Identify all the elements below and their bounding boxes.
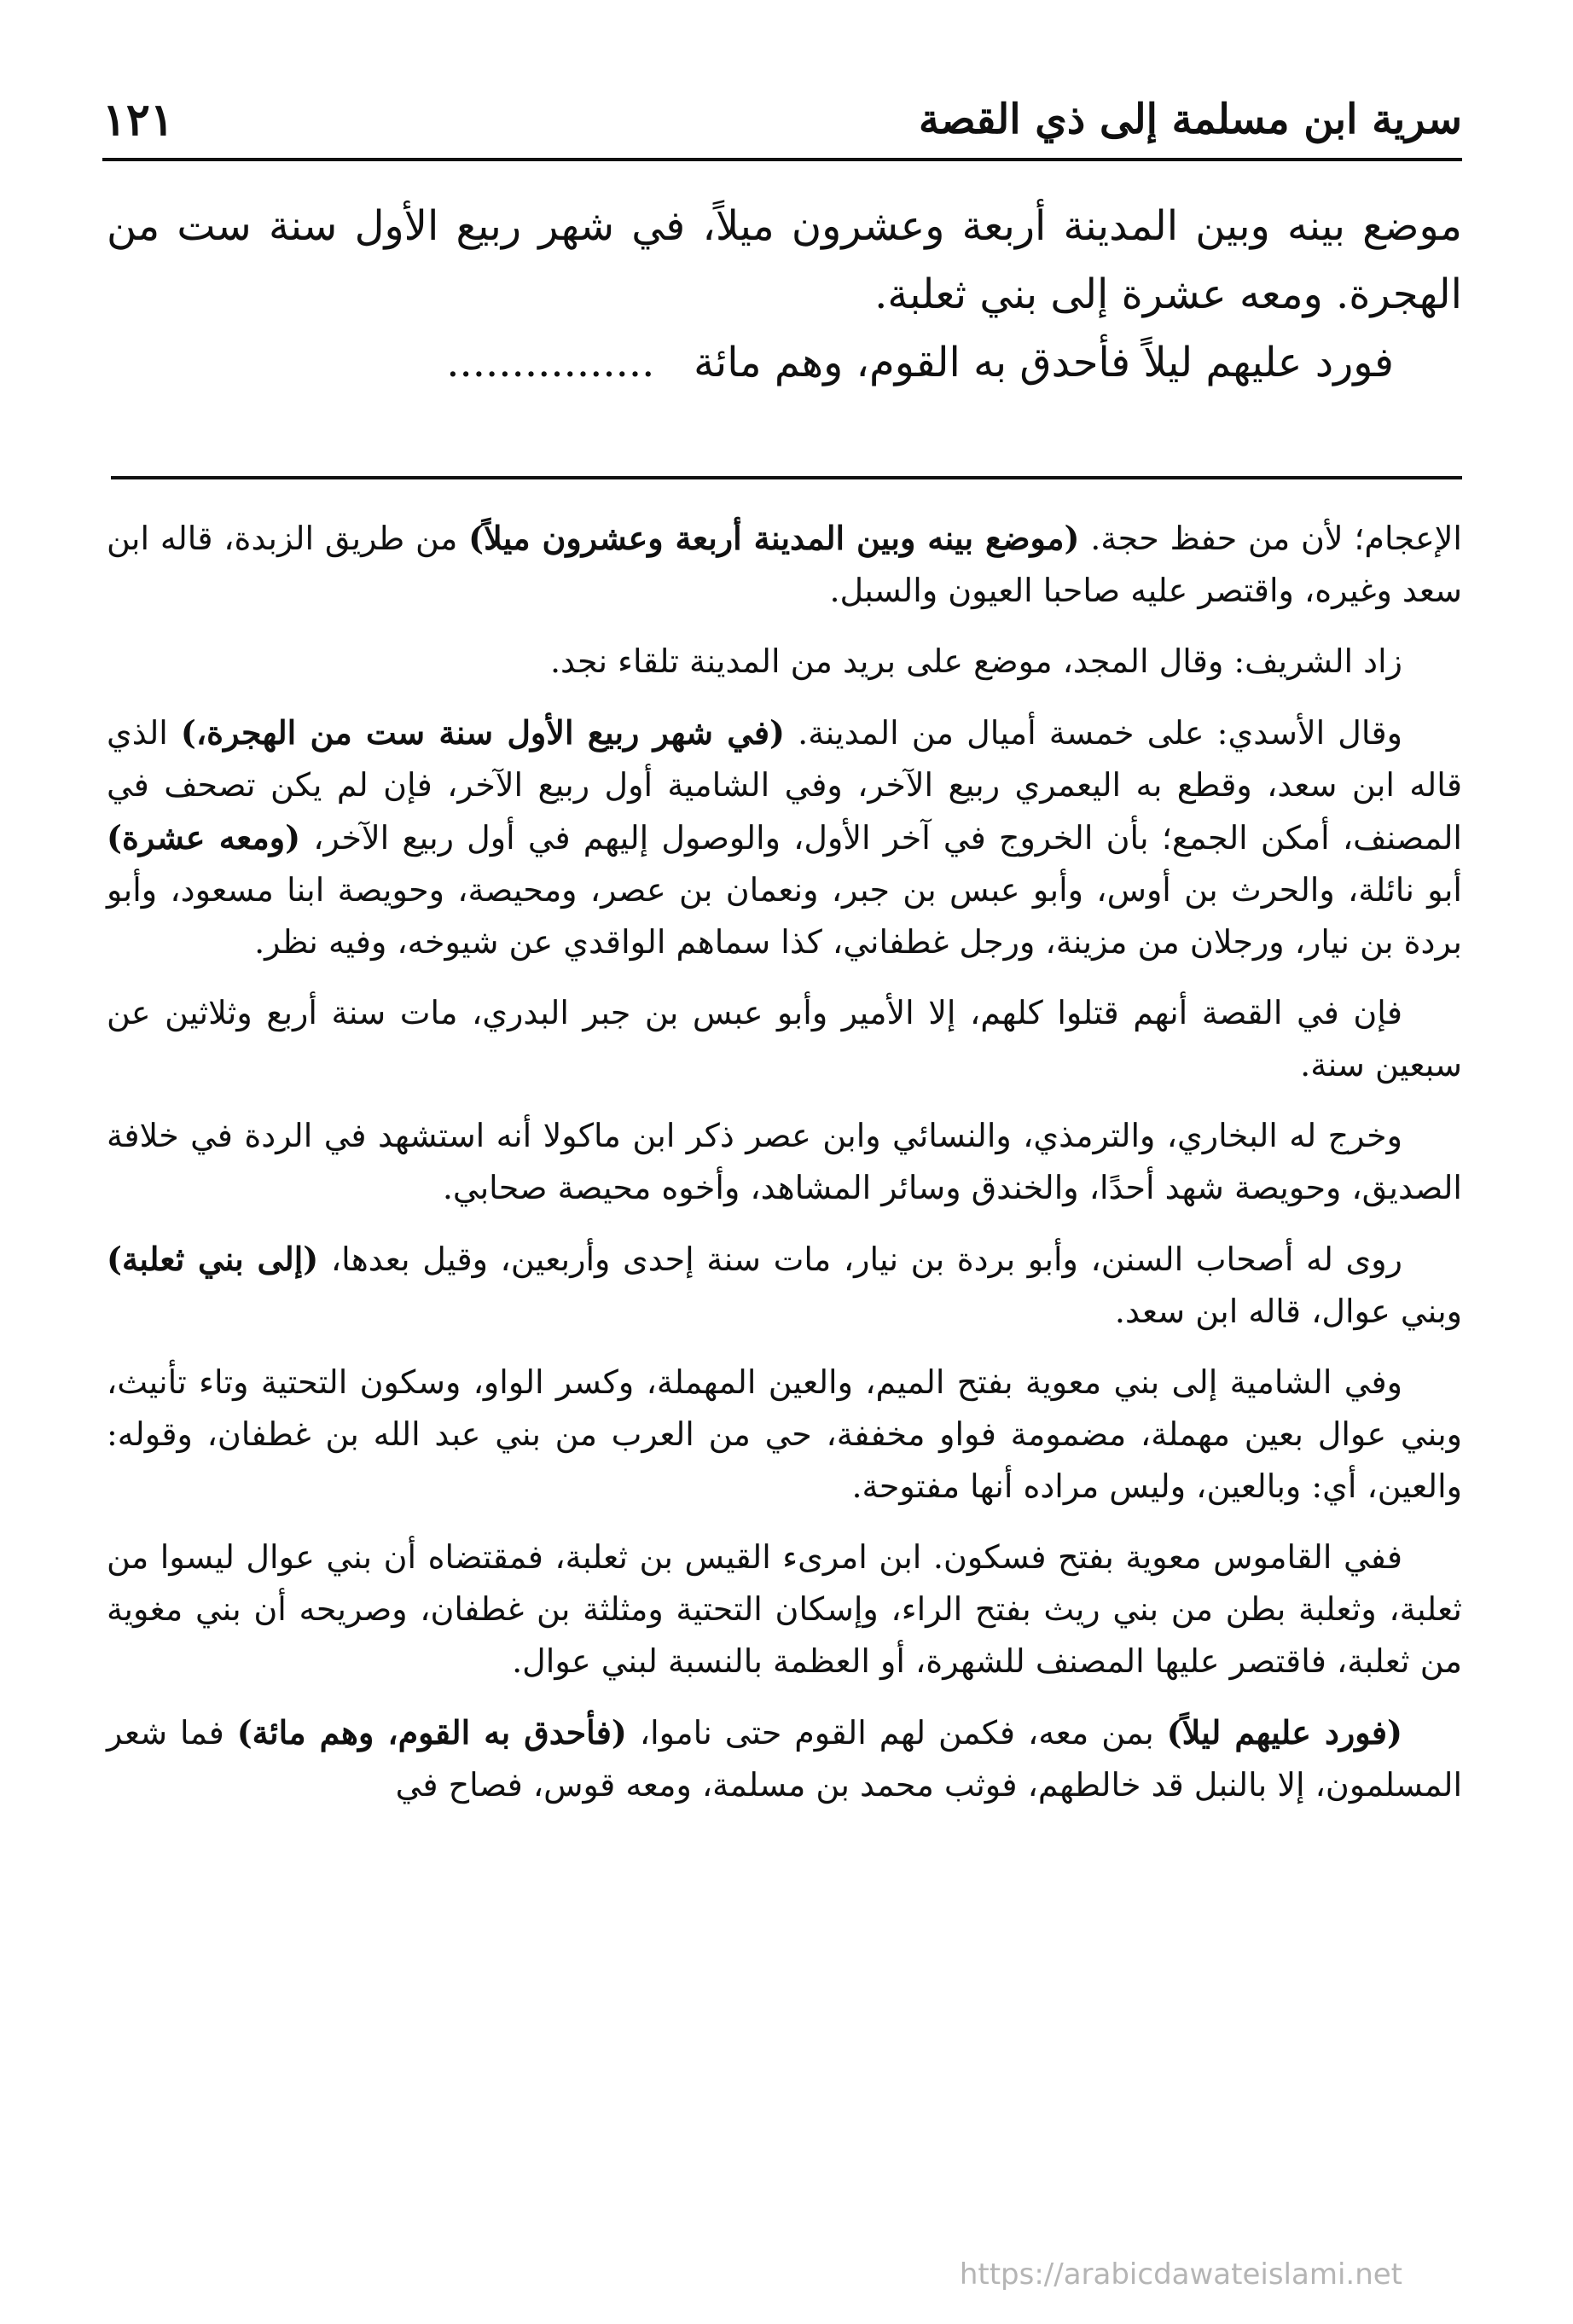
watermark-url: https://arabicdawateislami.net xyxy=(959,2257,1402,2292)
commentary-text: وقال الأسدي: على خمسة أميال من المدينة. xyxy=(785,714,1403,752)
commentary-text: الإعجام؛ لأن من حفظ حجة. xyxy=(1079,520,1462,557)
quoted-phrase: (فأحدق به القوم، وهم مائة) xyxy=(236,1713,627,1752)
quoted-phrase: (إلى بني ثعلبة) xyxy=(107,1240,319,1278)
commentary-paragraph xyxy=(107,512,1462,617)
quoted-phrase: (فورد عليهم ليلاً) xyxy=(1166,1713,1403,1752)
quoted-phrase: (ومعه عشرة) xyxy=(107,818,301,857)
commentary-paragraph xyxy=(107,1233,1462,1338)
commentary-paragraph: زاد الشريف: وقال المجد، موضع على بريد من المدينة تلقاء نجد. xyxy=(549,642,1402,680)
main-text-line-1: موضع بينه وبين المدينة أربعة وعشرون ميلاً، في شهر ربيع الأول سنة ست من الهجرة. ومعه عشرة إلى بني ثعلبة. xyxy=(107,202,1462,318)
quoted-phrase: (موضع بينه وبين المدينة أربعة وعشرون ميلاً) xyxy=(468,519,1080,557)
commentary-paragraph: ففي القاموس معوية بفتح فسكون. ابن امرىء القيس بن ثعلبة، فمقتضاه أن بني عوال ليسوا من ثعلبة، وثعلبة بطن من بني ريث بفتح الراء، وإسكان التحتية ومثلثة بن غطفان، وصريحه أن بني مغوية من ثعلبة، فاقتصر عليها المصنف للشهرة، أو العظمة بالنسبة لبني عوال. xyxy=(107,1538,1462,1680)
commentary-text: بمن معه، فكمن لهم القوم حتى ناموا، xyxy=(626,1714,1167,1752)
commentary-text: فما شعر المسلمون، إلا بالنبل قد خالطهم، فوثب محمد بن مسلمة، ومعه قوس، فصاح في xyxy=(107,1714,1462,1804)
commentary-paragraph xyxy=(107,1706,1462,1811)
page-header xyxy=(102,81,1462,161)
commentary-paragraph: فإن في القصة أنهم قتلوا كلهم، إلا الأمير وأبو عبس بن جبر البدري، مات سنة أربع وثلاثين عن سبعين سنة. xyxy=(107,994,1462,1084)
commentary-text: الذي قاله ابن سعد، وقطع به اليعمري ربيع الآخر، وفي الشامية أول ربيع الآخر، فإن لم يكن تصحف في المصنف، أمكن الجمع؛ بأن الخروج في آخر الأول، والوصول إليهم في أول ربيع الآخر، xyxy=(107,714,1462,857)
commentary-paragraph xyxy=(107,706,1462,968)
quoted-phrase: (في شهر ربيع الأول سنة ست من الهجرة،) xyxy=(180,713,786,752)
main-text xyxy=(107,192,1462,397)
ellipsis-dots: ................ xyxy=(446,339,655,386)
page-number: ١٢١ xyxy=(102,93,174,146)
chapter-title: سرية ابن مسلمة إلى ذي القصة xyxy=(918,96,1462,143)
commentary xyxy=(107,512,1462,1830)
commentary-text: وبني عوال، قاله ابن سعد. xyxy=(1114,1293,1462,1330)
main-text-line-2 xyxy=(107,328,1462,397)
main-text-line-2-words: فورد عليهم ليلاً فأحدق به القوم، وهم مائة xyxy=(694,339,1394,386)
commentary-paragraph: وفي الشامية إلى بني معوية بفتح الميم، والعين المهملة، وكسر الواو، وسكون التحتية وتاء تأنيث، وبني عوال بعين مهملة، مضمومة فواو مخففة، حي من العرب من بني عبد الله بن غطفان، وقوله: والعين، أي: وبالعين، وليس مراده أنها مفتوحة. xyxy=(107,1363,1462,1505)
commentary-text: روى له أصحاب السنن، وأبو بردة بن نيار، مات سنة إحدى وأربعين، وقيل بعدها، xyxy=(318,1240,1402,1278)
commentary-paragraph: وخرج له البخاري، والترمذي، والنسائي وابن عصر ذكر ابن ماكولا أنه استشهد في الردة في خلافة الصديق، وحويصة شهد أحدًا، والخندق وسائر المشاهد، وأخوه محيصة صحابي. xyxy=(107,1117,1462,1206)
footnote-divider xyxy=(111,476,1462,479)
commentary-text: أبو نائلة، والحرث بن أوس، وأبو عبس بن جبر، ونعمان بن عصر، ومحيصة، وحويصة ابنا مسعود، وأبو بردة بن نيار، ورجلان من مزينة، ورجل غطفاني، كذا سماهم الواقدي عن شيوخه، وفيه نظر. xyxy=(107,871,1462,961)
commentary-text: من طريق الزبدة، قاله ابن سعد وغيره، واقتصر عليه صاحبا العيون والسبل. xyxy=(107,520,1462,609)
